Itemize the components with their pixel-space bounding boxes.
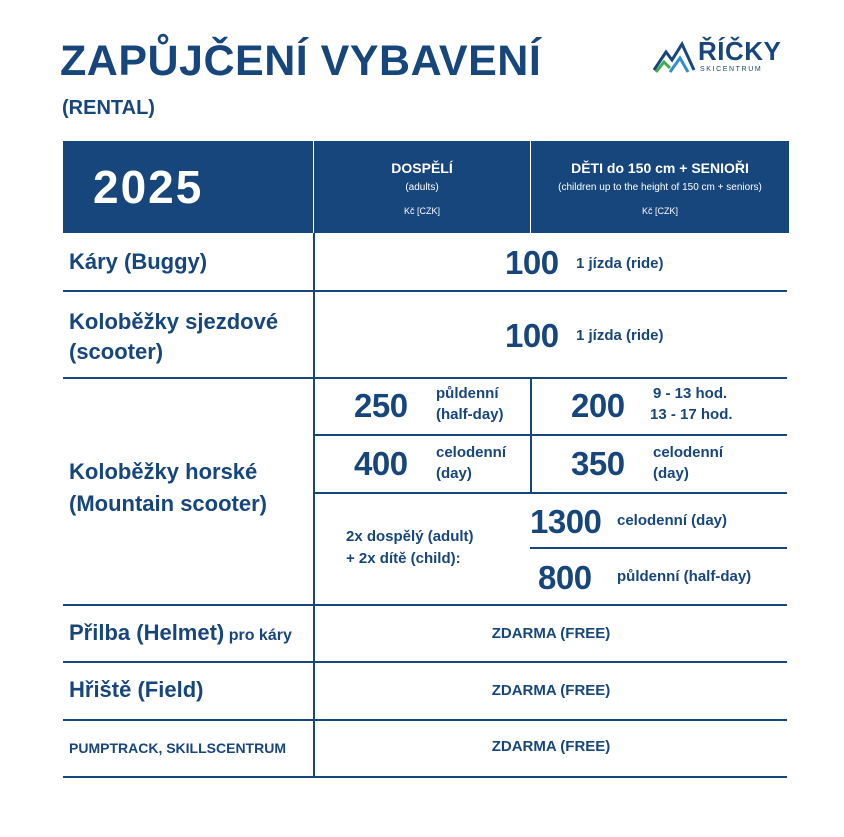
header-children-title: DĚTI do 150 cm + SENIOŘI (571, 160, 749, 176)
note-adult-half-1: půldenní (436, 385, 499, 402)
page-subtitle: (RENTAL) (62, 97, 155, 119)
note-child-half-2: 13 - 17 hod. (650, 406, 733, 423)
row-divider (530, 547, 787, 549)
note-child-day-2: (day) (653, 465, 689, 482)
family-label-2: + 2x dítě (child): (346, 550, 461, 567)
mountain-logo-icon (652, 38, 696, 74)
row-label-buggy: Káry (Buggy) (69, 249, 208, 274)
row-divider (315, 492, 787, 494)
note-adult-day-1: celodenní (436, 444, 507, 461)
row-divider (63, 776, 787, 778)
row-label-helmet-extra: pro káry (224, 627, 292, 644)
row-label-field: Hřiště (Field) (69, 677, 204, 702)
row-label-mountain-en: (Mountain scooter) (69, 491, 267, 516)
price-child-half: 200 (571, 387, 625, 424)
price-adult-half: 250 (354, 387, 408, 424)
note-buggy: 1 jízda (ride) (576, 255, 664, 272)
note-child-half-1: 9 - 13 hod. (653, 385, 728, 402)
row-divider (63, 604, 787, 606)
row-divider (63, 661, 787, 663)
family-label-1: 2x dospělý (adult) (346, 528, 474, 545)
page-title: ZAPŮJČENÍ VYBAVENÍ (60, 37, 542, 85)
note-scooter: 1 jízda (ride) (576, 327, 664, 344)
row-divider (63, 290, 787, 292)
row-divider (63, 377, 787, 379)
note-family-half: půldenní (half-day) (617, 568, 752, 585)
price-family-day: 1300 (530, 503, 602, 540)
header-adults-title: DOSPĚLÍ (391, 160, 453, 176)
price-scooter: 100 (505, 317, 559, 354)
header-children (531, 141, 789, 233)
header-children-currency: Kč [CZK] (641, 206, 678, 216)
header-children-sub: (children up to the height of 150 cm + seniors) (558, 182, 762, 193)
table-header (63, 141, 789, 233)
row-label-scooter: Koloběžky sjezdové (69, 309, 279, 334)
row-label-mountain: Koloběžky horské (69, 459, 258, 484)
note-family-day: celodenní (day) (617, 512, 728, 529)
value-field: ZDARMA (FREE) (491, 682, 611, 699)
header-adults-currency: Kč [CZK] (403, 206, 440, 216)
note-adult-half-2: (half-day) (436, 406, 504, 423)
row-divider (63, 719, 787, 721)
value-helmet: ZDARMA (FREE) (491, 625, 611, 642)
logo-name: ŘÍČKY (698, 36, 782, 66)
price-child-day: 350 (571, 445, 625, 482)
row-divider (315, 434, 787, 436)
price-buggy: 100 (505, 244, 559, 281)
year-label: 2025 (93, 161, 204, 213)
logo-subtitle: SKICENTRUM (700, 66, 763, 73)
price-family-half: 800 (538, 559, 592, 596)
column-divider (530, 378, 532, 492)
row-label-helmet-main: Přilba (Helmet) (69, 620, 225, 645)
price-adult-day: 400 (354, 445, 408, 482)
row-label-scooter-en: (scooter) (69, 339, 164, 364)
row-label-helmet (69, 619, 292, 650)
row-label-pumptrack: PUMPTRACK, SKILLSCENTRUM (69, 740, 286, 756)
header-adults (314, 141, 530, 233)
note-adult-day-2: (day) (436, 465, 472, 482)
logo (652, 36, 792, 76)
note-child-day-1: celodenní (653, 444, 724, 461)
value-pumptrack: ZDARMA (FREE) (491, 738, 611, 755)
header-adults-sub: (adults) (405, 182, 439, 193)
